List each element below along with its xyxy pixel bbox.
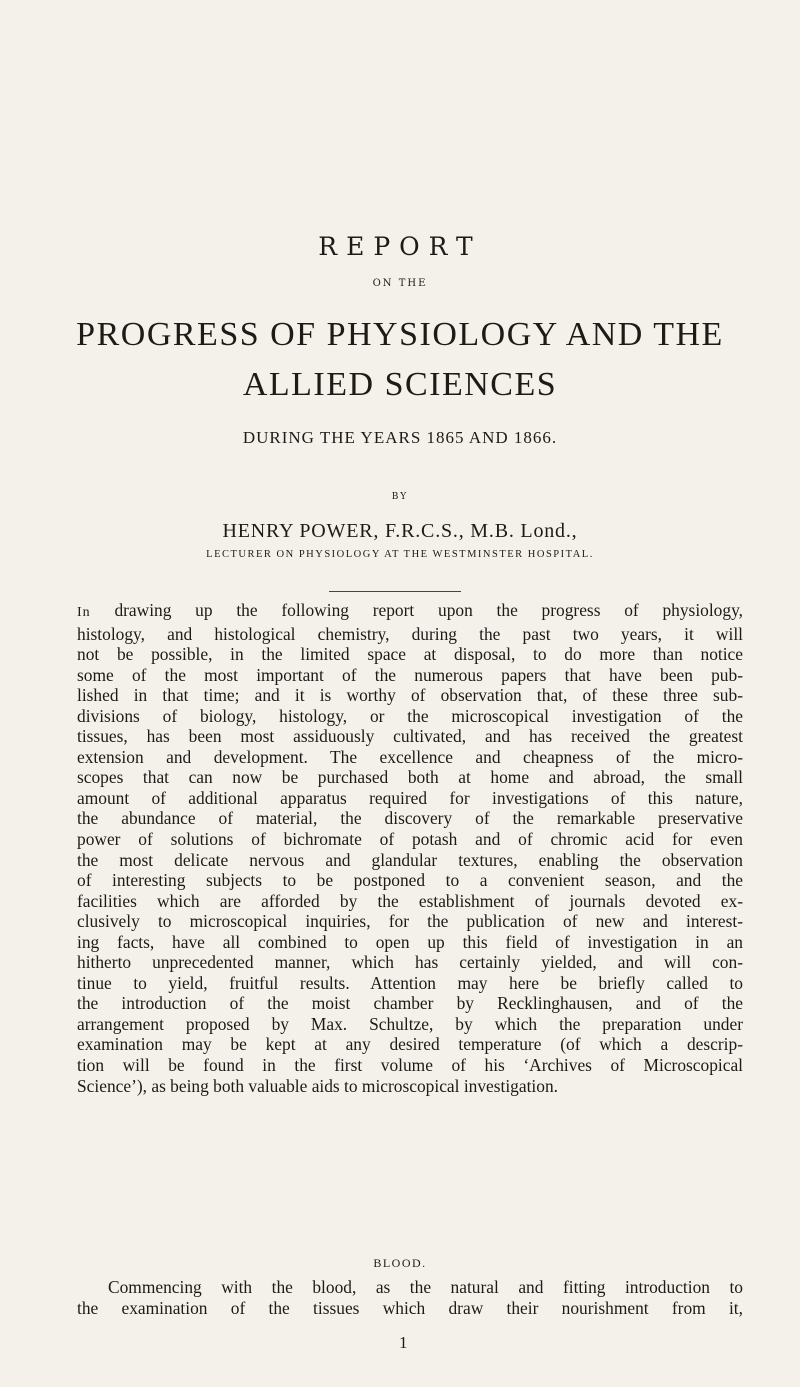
- paragraph-line: the introduction of the moist chamber by Recklinghausen, and of the: [77, 993, 743, 1014]
- report-label: REPORT: [318, 232, 482, 261]
- section-heading-blood: BLOOD.: [373, 1256, 427, 1270]
- paragraph-line: tinue to yield, fruitful results. Attention may here be briefly called to: [77, 972, 743, 993]
- paragraph-line: power of solutions of bichromate of potash and of chromic acid for even: [77, 829, 743, 850]
- paragraph-line: of interesting subjects to be postponed to a convenient season, and the: [77, 870, 743, 891]
- title-line-1: PROGRESS OF PHYSIOLOGY AND THE: [76, 316, 724, 353]
- title-line-2: ALLIED SCIENCES: [242, 366, 558, 403]
- paragraph-2: [77, 1277, 743, 1318]
- lead-word: In: [77, 605, 91, 620]
- paragraph-line: the examination of the tissues which draw their nourishment from it,: [77, 1297, 743, 1318]
- paragraph-line: clusively to microscopical inquiries, for the publication of new and interest-: [77, 911, 743, 932]
- paragraph-line: arrangement proposed by Max. Schultze, by which the preparation under: [77, 1013, 743, 1034]
- paragraph-line: amount of additional apparatus required for investigations of this nature,: [77, 787, 743, 808]
- page-number: 1: [399, 1333, 408, 1352]
- author-role: LECTURER ON PHYSIOLOGY AT THE WESTMINSTER HOSPITAL.: [206, 549, 594, 560]
- paragraph-line: histology, and histological chemistry, during the past two years, it will: [77, 623, 743, 644]
- paragraph-line: ing facts, have all combined to open up this field of investigation in an: [77, 931, 743, 952]
- paragraph-line: Commencing with the blood, as the natural and fitting introduction to: [108, 1277, 743, 1297]
- paragraph-line: In drawing up the following report upon the progress of physiology,: [77, 600, 743, 620]
- paragraph-line: not be possible, in the limited space at disposal, to do more than notice: [77, 644, 743, 665]
- paragraph-line: Science’), as being both valuable aids to microscopical investigation.: [77, 1075, 559, 1096]
- paragraph-line: extension and development. The excellence and cheapness of the micro-: [77, 746, 743, 767]
- paragraph-line: the abundance of material, the discovery of the remarkable preservative: [77, 808, 743, 829]
- author-name: HENRY POWER, F.R.C.S., M.B. Lond.,: [222, 520, 578, 542]
- by-label: BY: [391, 492, 409, 502]
- paragraph-line: scopes that can now be purchased both at home and abroad, the small: [77, 767, 743, 788]
- paragraph-line: lished in that time; and it is worthy of observation that, of these three sub-: [77, 685, 743, 706]
- paragraph-1: [77, 600, 743, 1096]
- paragraph-line: some of the most important of the numerous papers that have been pub-: [77, 664, 743, 685]
- on-the-label: ON THE: [372, 278, 428, 289]
- paragraph-line: facilities which are afforded by the establishment of journals devoted ex-: [77, 890, 743, 911]
- paragraph-line: hitherto unprecedented manner, which has certainly yielded, and will con-: [77, 952, 743, 973]
- paragraph-line: tissues, has been most assiduously cultivated, and has received the greatest: [77, 726, 743, 747]
- years-subtitle: DURING THE YEARS 1865 AND 1866.: [242, 428, 558, 447]
- paragraph-line: tion will be found in the first volume of his ‘Archives of Microscopical: [77, 1055, 743, 1076]
- paragraph-line: the most delicate nervous and glandular textures, enabling the observation: [77, 849, 743, 870]
- divider-rule: [329, 591, 461, 592]
- paragraph-line: examination may be kept at any desired temperature (of which a descrip-: [77, 1034, 743, 1055]
- paragraph-line: divisions of biology, histology, or the microscopical investigation of the: [77, 705, 743, 726]
